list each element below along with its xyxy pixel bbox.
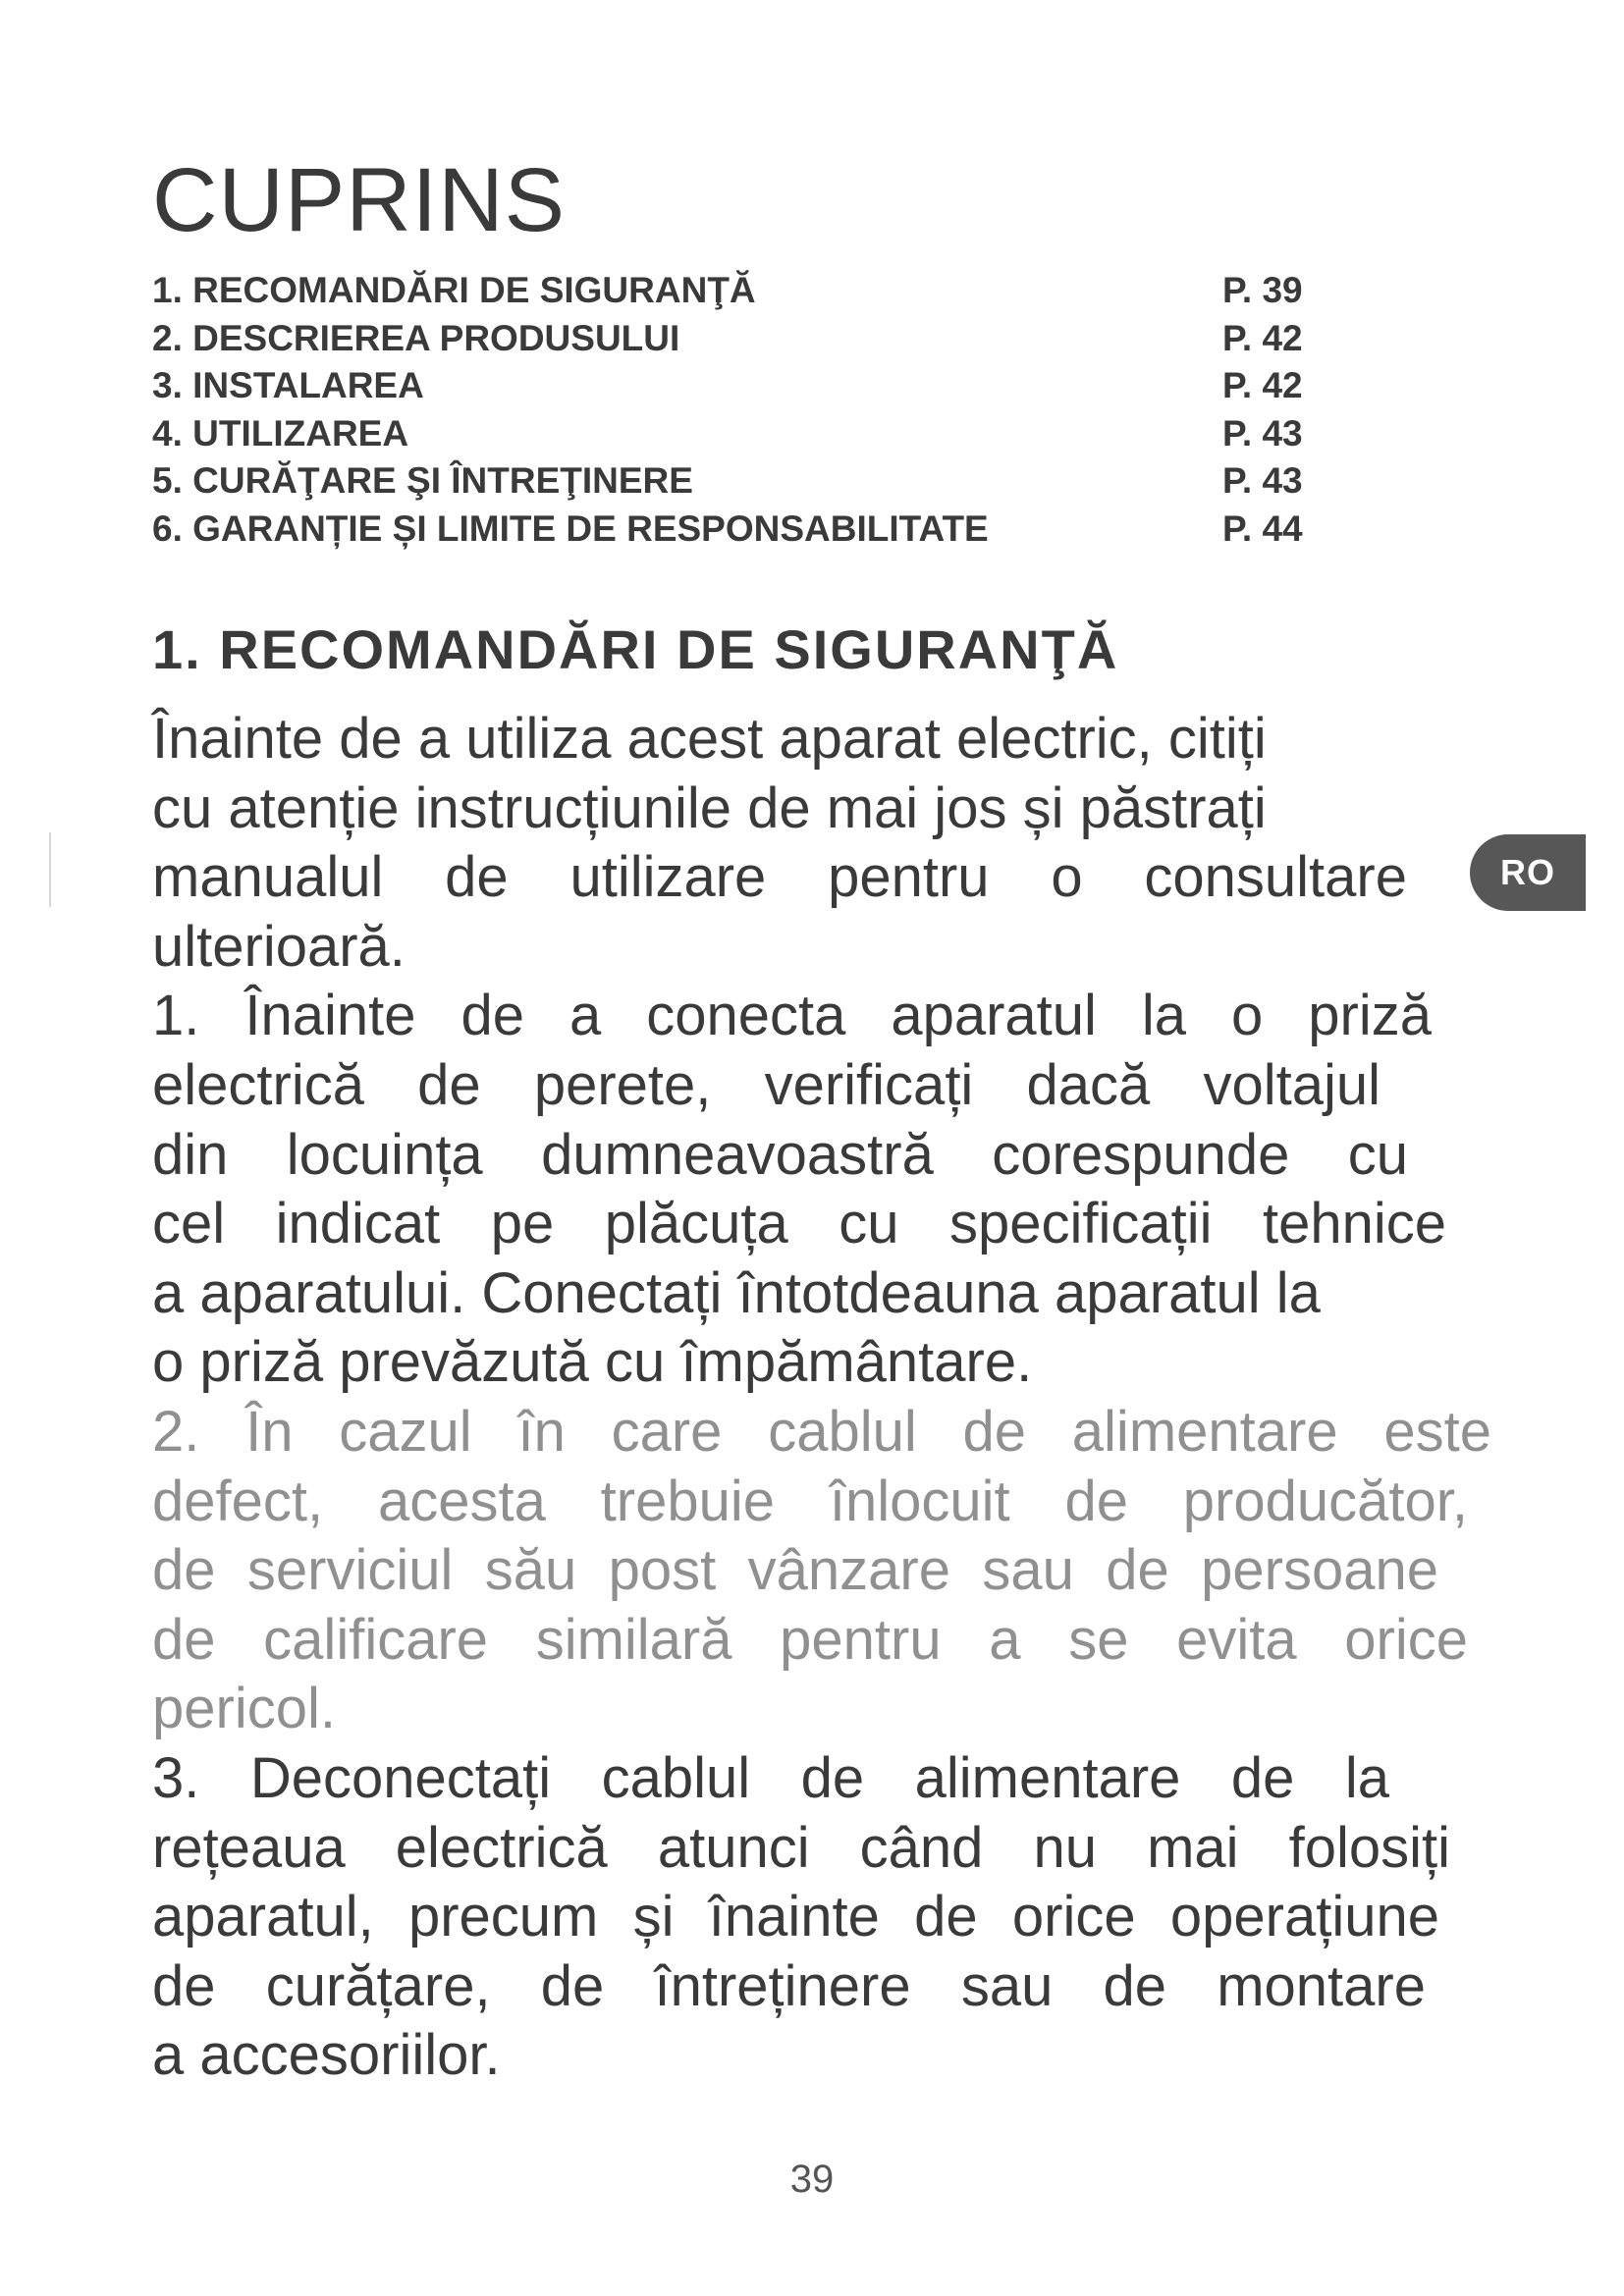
toc-entry-page: P. 42	[1222, 317, 1303, 358]
section-body	[152, 705, 1505, 2091]
toc-entry	[152, 410, 1321, 458]
text-line: 2. În cazul în care cablul de alimentare este	[152, 1399, 1491, 1464]
toc-entry-label: 3. INSTALAREA	[152, 365, 424, 406]
text-line: de curățare, de întreținere sau de montare	[152, 1953, 1426, 2018]
toc-entry-label: 6. GARANȚIE ȘI LIMITE DE RESPONSABILITATE	[152, 507, 989, 549]
text-line: ulterioară.	[152, 914, 406, 979]
toc-entry	[152, 506, 1321, 554]
toc-entry-page: P. 44	[1222, 507, 1303, 549]
toc-entry-page: P. 43	[1222, 412, 1303, 454]
text-line: 3. Deconectați cablul de alimentare de la	[152, 1745, 1389, 1810]
text-line: o priză prevăzută cu împământare.	[152, 1330, 1033, 1395]
toc-entry-label: 5. CURĂŢARE ŞI ÎNTREŢINERE	[152, 460, 693, 502]
text-line: electrică de perete, verificați dacă voltajul	[152, 1052, 1380, 1117]
toc-entry	[152, 457, 1321, 506]
text-line: din locuința dumneavoastră corespunde cu	[152, 1122, 1408, 1187]
language-tab: RO	[1470, 834, 1586, 911]
toc-entry	[152, 362, 1321, 410]
text-line: rețeaua electrică atunci când nu mai folosiți	[152, 1815, 1450, 1880]
text-line: defect, acesta trebuie înlocuit de producător,	[152, 1468, 1468, 1533]
text-line: de serviciul său post vânzare sau de persoane	[152, 1538, 1438, 1603]
toc-entry-label: 4. UTILIZAREA	[152, 412, 409, 454]
toc-entry-label: 2. DESCRIEREA PRODUSULUI	[152, 317, 680, 358]
text-line: a accesoriilor.	[152, 2023, 501, 2088]
section-heading: 1. RECOMANDĂRI DE SIGURANŢĂ	[152, 618, 1119, 680]
toc-entry-page: P. 42	[1222, 365, 1303, 406]
toc-entry	[152, 267, 1321, 315]
toc-entry	[152, 315, 1321, 363]
text-line: de calificare similară pentru a se evita orice	[152, 1607, 1468, 1672]
page-number: 39	[789, 2158, 835, 2201]
safety-item-3	[152, 1744, 1505, 2091]
text-line: cu atenție instrucțiunile de mai jos și păstrați	[152, 775, 1267, 840]
table-of-contents	[152, 267, 1321, 554]
toc-entry-page: P. 39	[1222, 270, 1303, 310]
margin-divider	[49, 832, 51, 907]
text-line: 1. Înainte de a conecta aparatul la o priză	[152, 984, 1432, 1048]
safety-item-2	[152, 1398, 1505, 1744]
text-line: pericol.	[152, 1677, 336, 1741]
safety-item-1	[152, 982, 1505, 1398]
text-line: a aparatului. Conectați întotdeauna aparatul la	[152, 1260, 1321, 1325]
intro-paragraph	[152, 705, 1505, 982]
toc-title: CUPRINS	[152, 150, 567, 250]
toc-entry-label: 1. RECOMANDĂRI DE SIGURANŢĂ	[152, 270, 756, 310]
text-line: manualul de utilizare pentru o consultare	[152, 845, 1407, 910]
text-line: aparatul, precum și înainte de orice operațiune	[152, 1885, 1439, 1949]
toc-entry-page: P. 43	[1222, 460, 1303, 502]
text-line: Înainte de a utiliza acest aparat electric, citiți	[152, 707, 1267, 771]
text-line: cel indicat pe plăcuța cu specificații tehnice	[152, 1192, 1446, 1256]
